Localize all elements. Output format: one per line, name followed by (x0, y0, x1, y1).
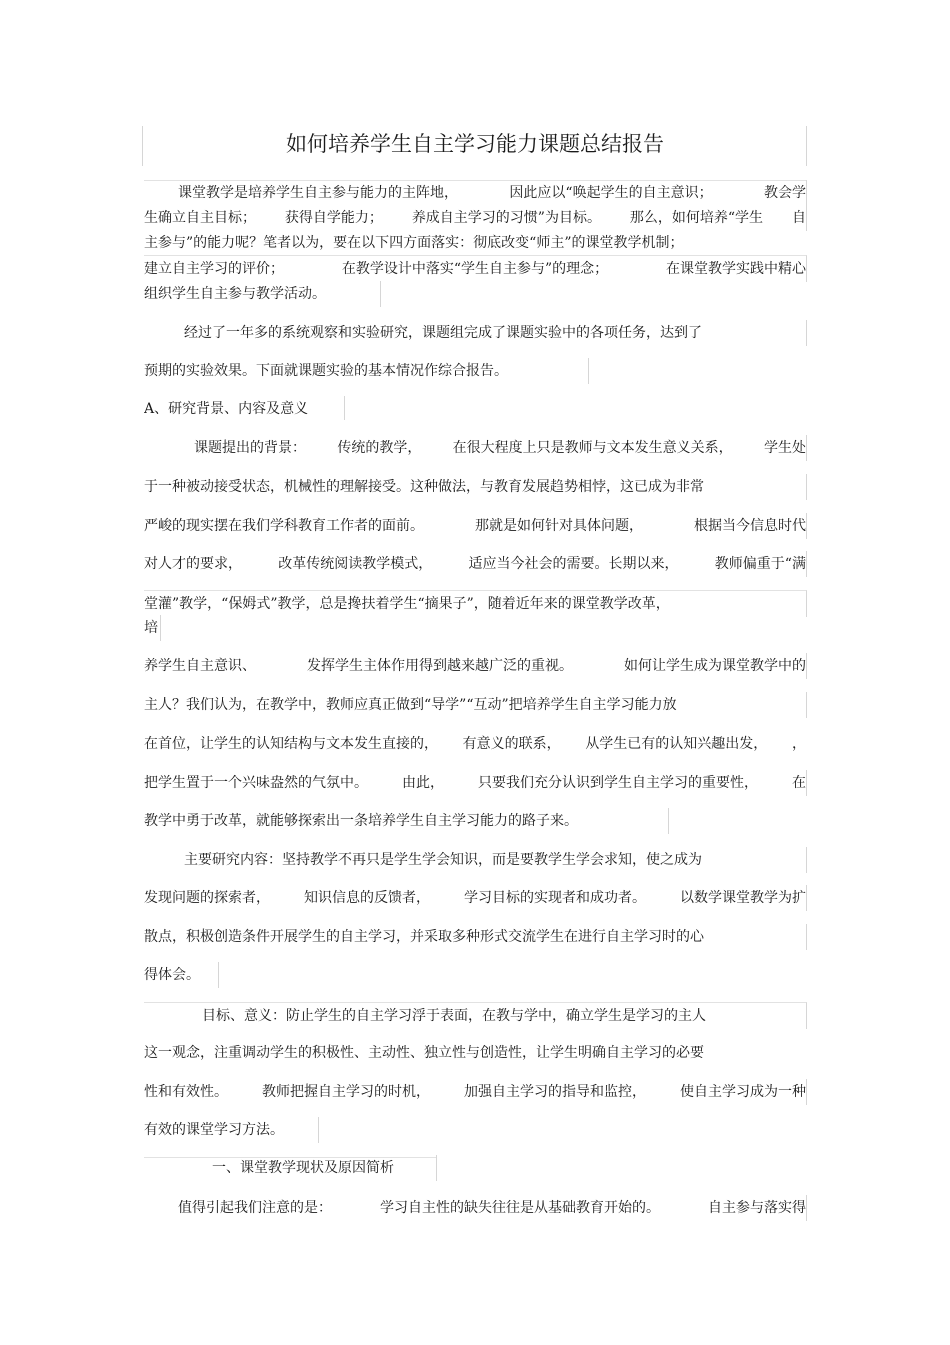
heading-text: 一、课堂教学现状及原因简析 (212, 1160, 394, 1176)
text-segment: 对人才的要求， (144, 556, 242, 572)
text-segment: 教师把握自主学习的时机， (262, 1084, 430, 1100)
text-segment: 发挥学生主体作用得到越来越广泛的重视。 (307, 658, 573, 674)
text-line (144, 924, 807, 950)
text-segment: 发现问题的探索者， (144, 890, 270, 906)
text-line (144, 230, 806, 256)
text-segment: 教师应真正做到“导学”“互动”把培养学生自主学习能力放 (326, 697, 677, 713)
text-segment: 生确立自主目标； (144, 210, 256, 226)
text-segment: 建立自主学习的评价； (144, 261, 284, 277)
text-segment: 独立性与创造性，让学生明确自主学习的必要 (424, 1045, 704, 1061)
text-segment: 获得自学能力； (284, 210, 383, 226)
text-segment: 经过了一年多的系统观察和实验研究，课题组完成了课题实验中的各项任务，达到了 (184, 325, 702, 341)
document-title: 如何培养学生自主学习能力课题总结报告 (286, 132, 664, 156)
text-segment: 主人？我们认为， (144, 697, 256, 713)
text-line (144, 962, 806, 988)
text-segment: 严峻的现实摆在我们学科教育工作者的面前。 (144, 518, 424, 534)
text-segment: 在课堂教学实践中精心 (665, 261, 806, 277)
text-segment: 自主参与落实得 (708, 1200, 806, 1216)
text-segment: 在 (792, 775, 806, 791)
text-line (144, 770, 807, 796)
text-segment: 教会学 (763, 185, 806, 201)
text-segment: 注重调动学生的积极性、 (214, 1045, 368, 1061)
text-segment: 并采取多种形式交流学生在进行自主学习时的心 (410, 929, 704, 945)
text-segment: 课题提出的背景： (194, 440, 306, 456)
text-line (144, 435, 807, 461)
text-segment: 根据当今信息时代 (694, 518, 806, 534)
section-heading (144, 396, 806, 422)
text-segment: 有意义的联系， (462, 736, 561, 752)
text-segment: 得体会。 (144, 967, 200, 983)
text-line (144, 731, 806, 757)
text-line (144, 180, 807, 206)
text-segment: 学生处 (763, 440, 806, 456)
text-segment: 养成自主学习的习惯”为目标。 (411, 210, 601, 226)
text-segment: 如何让学生成为课堂教学中的 (624, 658, 806, 674)
text-segment: 改革传统阅读教学模式， (278, 556, 433, 572)
text-segment: 值得引起我们注意的是： (178, 1200, 332, 1216)
text-line (144, 653, 807, 679)
text-segment: 培 (144, 620, 158, 636)
text-segment: 从学生已有的认知兴趣出发， (585, 736, 768, 752)
text-segment: 组织学生自主参与教学活动。 (144, 286, 326, 302)
text-segment: 加强自主学习的指导和监控， (464, 1084, 646, 1100)
text-line (144, 551, 807, 577)
text-segment: 由此， (402, 775, 444, 791)
text-segment: 使自主学习成为一种 (680, 1084, 806, 1100)
text-line (144, 847, 807, 873)
text-segment: 主参与”的能力呢？笔者以为，要在以下四方面落实：彻底改变“师主”的课堂教学机制； (144, 235, 684, 251)
text-line (144, 205, 807, 231)
text-line (144, 1002, 807, 1029)
text-segment: 在首位，让学生的认知结构与文本发生直接的， (144, 736, 438, 752)
text-line (144, 474, 807, 500)
section-heading (144, 1155, 806, 1181)
text-segment: 因此应以“唤起学生的自主意识； (509, 185, 713, 201)
text-segment: 性和有效性。 (144, 1084, 228, 1100)
text-line (144, 808, 806, 834)
text-segment: 这一观念， (144, 1045, 214, 1061)
text-segment: 知识信息的反馈者， (304, 890, 430, 906)
text-segment: 自 (791, 210, 806, 226)
text-line (144, 615, 806, 641)
text-segment: 把学生置于一个兴味盎然的气氛中。 (144, 775, 368, 791)
text-segment: 适应当今社会的需要。长期以来， (468, 556, 679, 572)
text-line (144, 692, 807, 718)
text-segment: 散点，积极创造条件开展学生的自主学习， (144, 929, 410, 945)
text-segment: 主动性、 (368, 1045, 424, 1061)
text-line (144, 885, 807, 911)
text-line (144, 1040, 806, 1066)
text-segment: 预期的实验效果。下面就课题实验的基本情况作综合报告。 (144, 363, 508, 379)
text-segment: ， (791, 736, 806, 752)
text-segment: 主要研究内容：坚持教学不再只是学生学会知识，而是要教学生学会求知，使之成为 (184, 852, 702, 868)
text-line (144, 590, 807, 617)
text-segment: 教学中勇于改革，就能够探索出一条培养学生自主学习能力的路子来。 (144, 813, 578, 829)
text-segment: 那就是如何针对具体问题， (475, 518, 643, 534)
text-segment: 教师偏重于“满 (714, 556, 806, 572)
text-line (144, 1195, 807, 1221)
text-segment: 以数学课堂教学为扩 (680, 890, 806, 906)
text-segment: 传统的教学， (337, 440, 422, 456)
text-segment: 堂灌”教学，“保姆式”教学，总是搀扶着学生“摘果子”，随着近年来的课堂教学改革， (144, 596, 670, 612)
heading-text: A、研究背景、内容及意义 (144, 401, 309, 417)
text-segment: 在教学设计中落实“学生自主参与”的理念； (341, 261, 609, 277)
text-segment: 养学生自主意识、 (144, 658, 256, 674)
text-line (144, 513, 807, 539)
text-segment: 那么，如何培养“学生 (629, 210, 764, 226)
text-segment: 在教学中， (256, 697, 326, 713)
text-segment: 只要我们充分认识到学生自主学习的重要性， (478, 775, 758, 791)
text-segment: 于一种被动接受状态，机械性的理解接受。这种做法，与教育发展趋势相悖，这已成为非常 (144, 479, 704, 495)
text-segment: 在很大程度上只是教师与文本发生意义关系， (452, 440, 733, 456)
text-line (144, 1079, 807, 1105)
text-segment: 学习自主性的缺失往往是从基础教育开始的。 (380, 1200, 660, 1216)
text-line (144, 358, 806, 384)
text-segment: 课堂教学是培养学生自主参与能力的主阵地， (178, 185, 458, 201)
text-line (144, 255, 807, 282)
text-segment: 有效的课堂学习方法。 (144, 1122, 284, 1138)
text-line (144, 320, 807, 346)
text-line (144, 1117, 806, 1143)
text-segment: 学习目标的实现者和成功者。 (464, 890, 646, 906)
text-segment: 目标、意义：防止学生的自主学习浮于表面，在教与学中，确立学生是学习的主人 (202, 1008, 706, 1024)
text-line (144, 281, 806, 307)
